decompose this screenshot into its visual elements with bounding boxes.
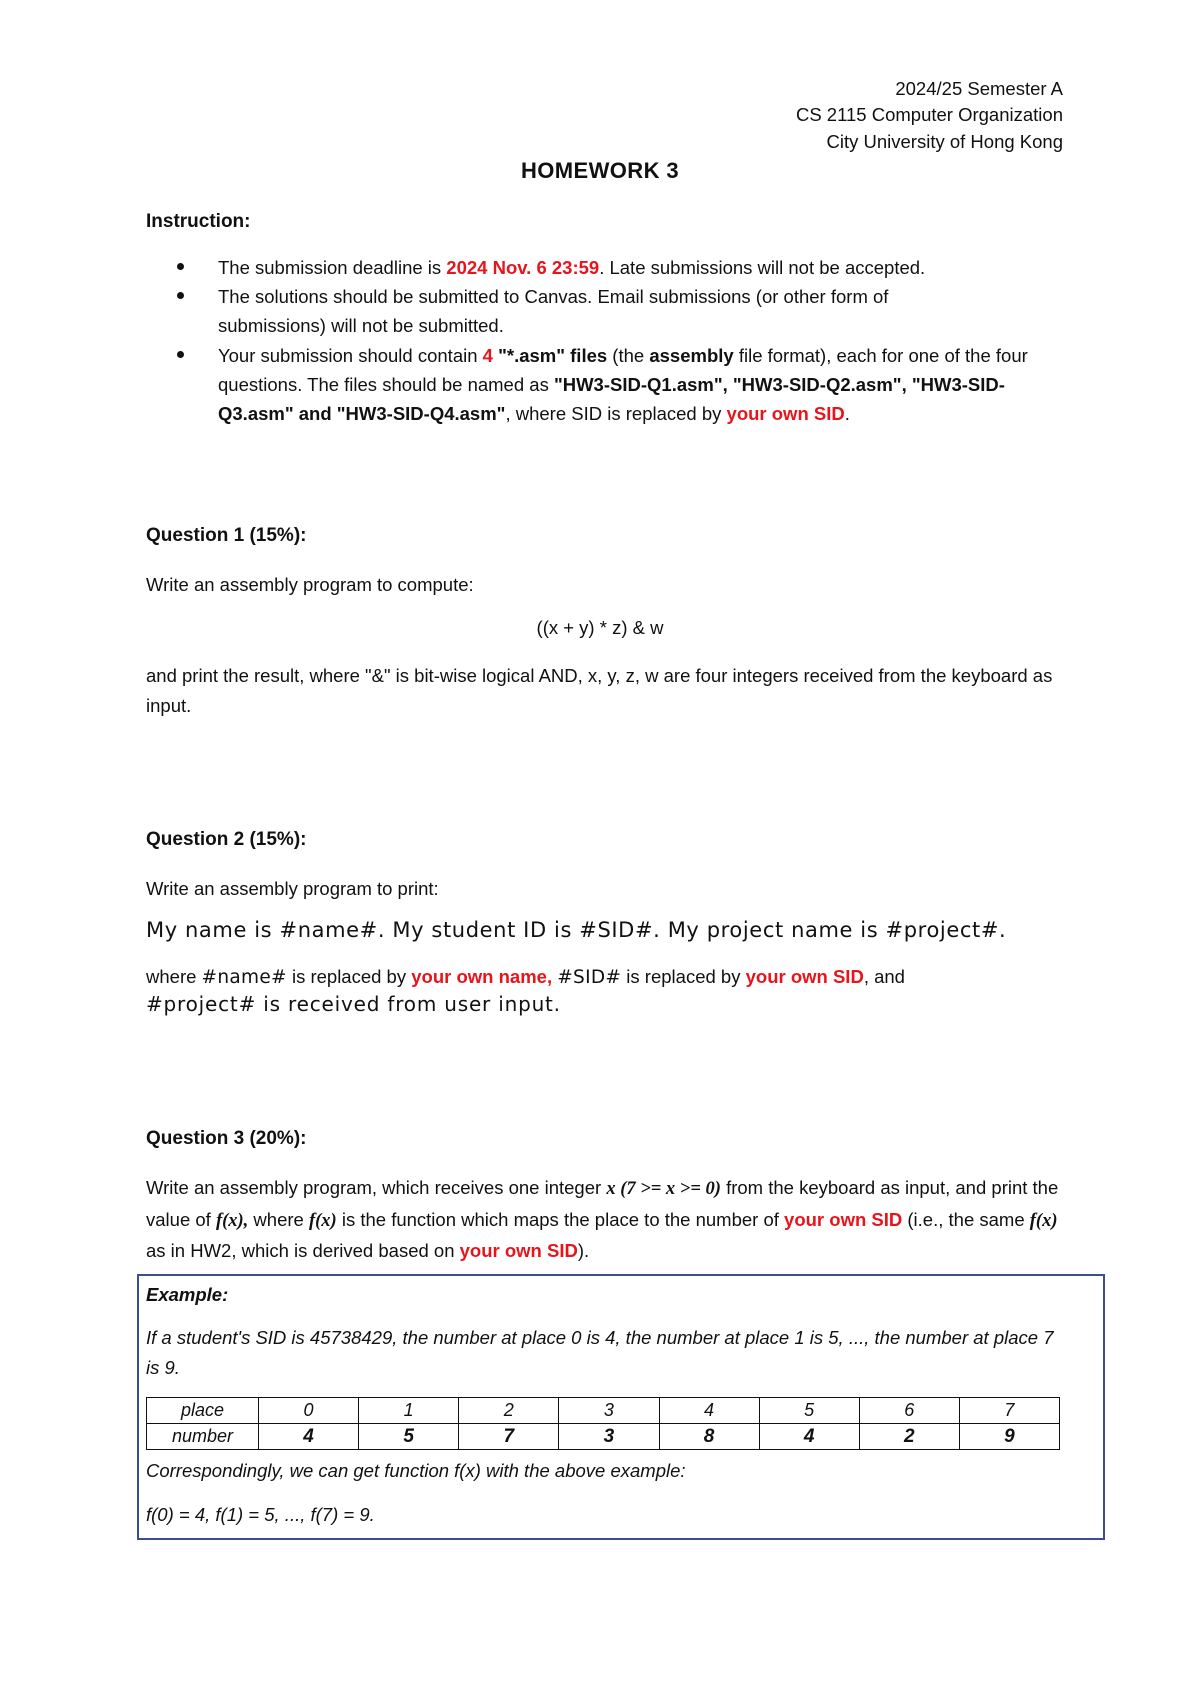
place-cell: 1 (359, 1398, 459, 1424)
semester-label: 2024/25 Semester A (895, 78, 1063, 99)
q3-description: Write an assembly program, which receives one integer x (7 >= x >= 0) from the keyboard as input, and print the value of f(x), where f(x) is the function which maps the place to the number of your own SID (i.e., the same f(x) as in HW2, which is derived based on your own SID). (146, 1177, 1059, 1261)
q2-project-line: #project# is received from user input. (146, 992, 561, 1016)
page-title: HOMEWORK 3 (521, 158, 679, 183)
example-result: f(0) = 4, f(1) = 5, ..., f(7) = 9. (146, 1504, 375, 1525)
instruction-heading: Instruction: (146, 211, 251, 232)
university-label: City University of Hong Kong (826, 131, 1063, 152)
q1-heading: Question 1 (15%): (146, 525, 307, 546)
bullet-icon (177, 263, 184, 270)
place-cell: 3 (559, 1398, 659, 1424)
number-cell: 4 (259, 1424, 359, 1450)
place-cell: 2 (459, 1398, 559, 1424)
q2-heading: Question 2 (15%): (146, 829, 307, 850)
number-cell: 4 (759, 1424, 859, 1450)
place-cell: 7 (959, 1398, 1059, 1424)
example-heading: Example: (146, 1284, 229, 1305)
q1-intro: Write an assembly program to compute: (146, 574, 474, 595)
q1-formula: ((x + y) * z) & w (536, 617, 664, 638)
place-label: place (147, 1398, 259, 1424)
number-label: number (147, 1424, 259, 1450)
number-cell: 2 (859, 1424, 959, 1450)
place-cell: 5 (759, 1398, 859, 1424)
number-cell: 3 (559, 1424, 659, 1450)
example-description: If a student's SID is 45738429, the number at place 0 is 4, the number at place 1 is 5, ..., the number at place 7 is 9. (146, 1327, 1054, 1378)
example-table (146, 1397, 1060, 1450)
number-cell: 7 (459, 1424, 559, 1450)
bullet-icon (177, 292, 184, 299)
file-names: "HW3-SID-Q1.asm", "HW3-SID-Q2.asm", "HW3-SID-Q3.asm" and "HW3-SID-Q4.asm" (218, 374, 1005, 424)
place-cell: 0 (259, 1398, 359, 1424)
place-cell: 6 (859, 1398, 959, 1424)
number-cell: 9 (959, 1424, 1059, 1450)
q2-where: where #name# is replaced by your own name, #SID# is replaced by your own SID, and (146, 966, 905, 988)
place-cell: 4 (659, 1398, 759, 1424)
table-row-place (147, 1398, 1060, 1424)
deadline: 2024 Nov. 6 23:59 (446, 257, 600, 278)
bullet-icon (177, 351, 184, 358)
course-label: CS 2115 Computer Organization (795, 104, 1063, 125)
q2-message: My name is #name#. My student ID is #SID#. My project name is #project#. (146, 918, 1007, 942)
q1-description: and print the result, where "&" is bit-wise logical AND, x, y, z, w are four integers received from the keyboard as input. (146, 665, 1053, 716)
number-cell: 5 (359, 1424, 459, 1450)
q3-heading: Question 3 (20%): (146, 1128, 307, 1149)
example-after: Correspondingly, we can get function f(x) with the above example: (146, 1460, 686, 1481)
table-row-number (147, 1424, 1060, 1450)
number-cell: 8 (659, 1424, 759, 1450)
q2-intro: Write an assembly program to print: (146, 878, 439, 899)
